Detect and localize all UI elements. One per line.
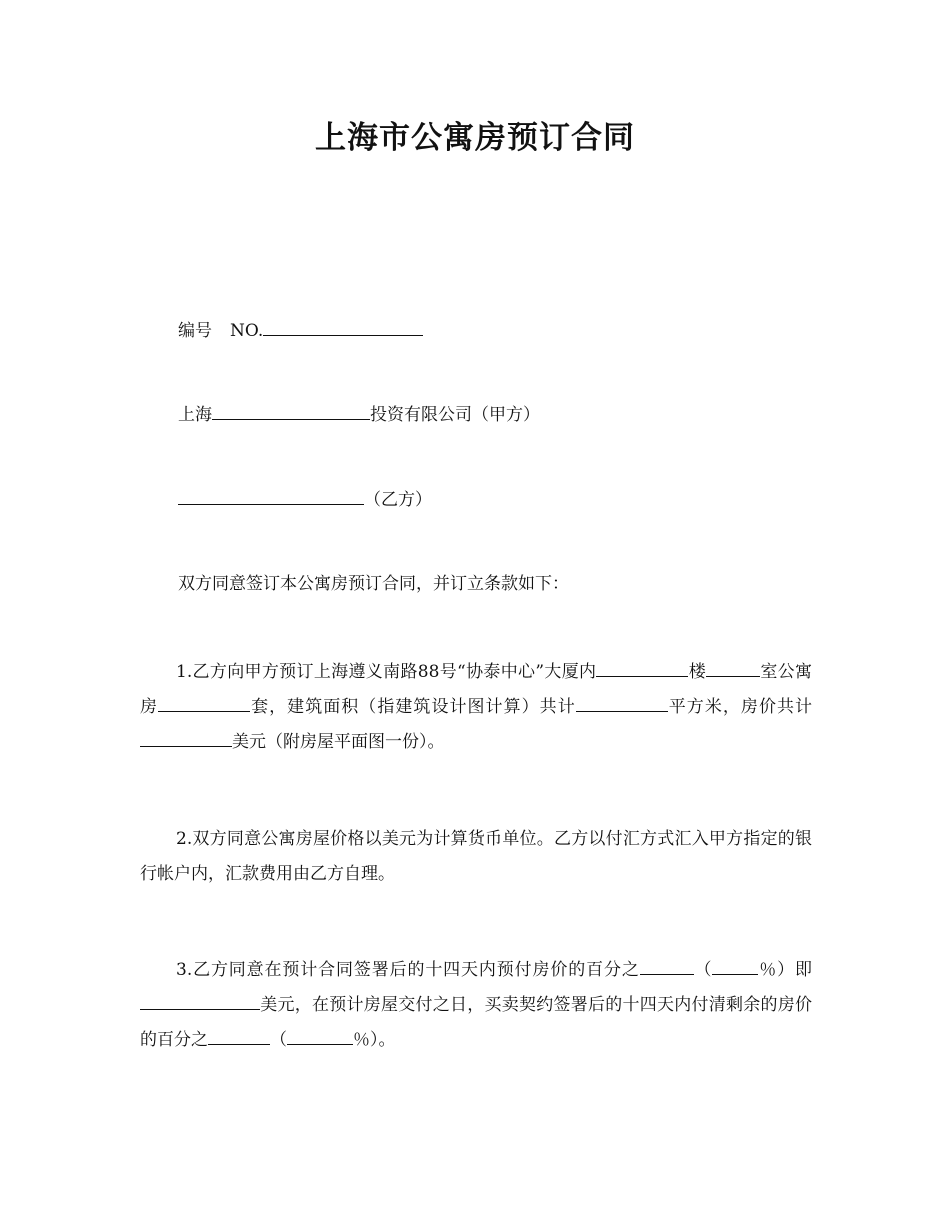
clause-1-area-label: 套，建筑面积（指建筑设计图计算）共计: [250, 697, 576, 717]
area-blank: [576, 694, 668, 712]
price-blank: [140, 729, 232, 747]
clause-1-floor-label: 楼: [688, 662, 707, 682]
remaining-percent-blank: [208, 1027, 270, 1045]
clause-3-amount-label: ％）即: [758, 960, 813, 980]
party-b-line: [178, 487, 432, 512]
clause-1-end: 美元（附房屋平面图一份）。: [232, 732, 445, 752]
clause-3-remaining-text: 美元，在预计房屋交付之日，买卖契约签署后的十四天内付清剩余的房价的百分之: [140, 995, 812, 1050]
clause-2-text: 2.双方同意公寓房屋价格以美元为计算货币单位。乙方以付汇方式汇入甲方指定的银行帐户内，汇款费用由乙方自理。: [140, 829, 812, 884]
clause-3-end: ％）。: [353, 1030, 396, 1050]
deposit-percent-blank: [640, 957, 694, 975]
number-label: 编号: [178, 321, 212, 341]
party-b-suffix: （乙方）: [364, 490, 432, 510]
clause-1-room-label: 室公寓房: [140, 662, 813, 717]
clause-3-text: 3.乙方同意在预计合同签署后的十四天内预付房价的百分之: [176, 960, 640, 980]
intro-text: 双方同意签订本公寓房预订合同，并订立条款如下：: [178, 574, 569, 594]
room-blank: [706, 659, 760, 677]
remaining-percent-words-blank: [287, 1027, 353, 1045]
deposit-amount-blank: [140, 992, 260, 1010]
unit-count-blank: [158, 694, 250, 712]
clause-1: [140, 655, 812, 760]
contract-number-line: [178, 318, 423, 343]
party-a-suffix: 投资有限公司（甲方）: [370, 405, 540, 425]
intro-line: [178, 572, 569, 596]
party-a-prefix: 上海: [178, 405, 212, 425]
deposit-percent-words-blank: [712, 957, 758, 975]
number-prefix: NO.: [230, 321, 264, 341]
clause-1-price-label: 平方米，房价共计: [667, 697, 813, 717]
clause-3: [140, 953, 812, 1058]
clause-1-text: 1.乙方向甲方预订上海遵义南路88号“协泰中心”大厦内: [176, 662, 597, 682]
document-title: 上海市公寓房预订合同: [315, 120, 635, 156]
clause-3-paren-open: （: [693, 960, 713, 980]
party-a-line: [178, 402, 540, 427]
floor-blank: [596, 659, 688, 677]
party-b-name-blank: [178, 487, 364, 505]
clause-3-paren-open-2: （: [270, 1030, 287, 1050]
clause-2: [140, 822, 812, 892]
number-blank: [263, 318, 423, 336]
party-a-name-blank: [212, 402, 370, 420]
